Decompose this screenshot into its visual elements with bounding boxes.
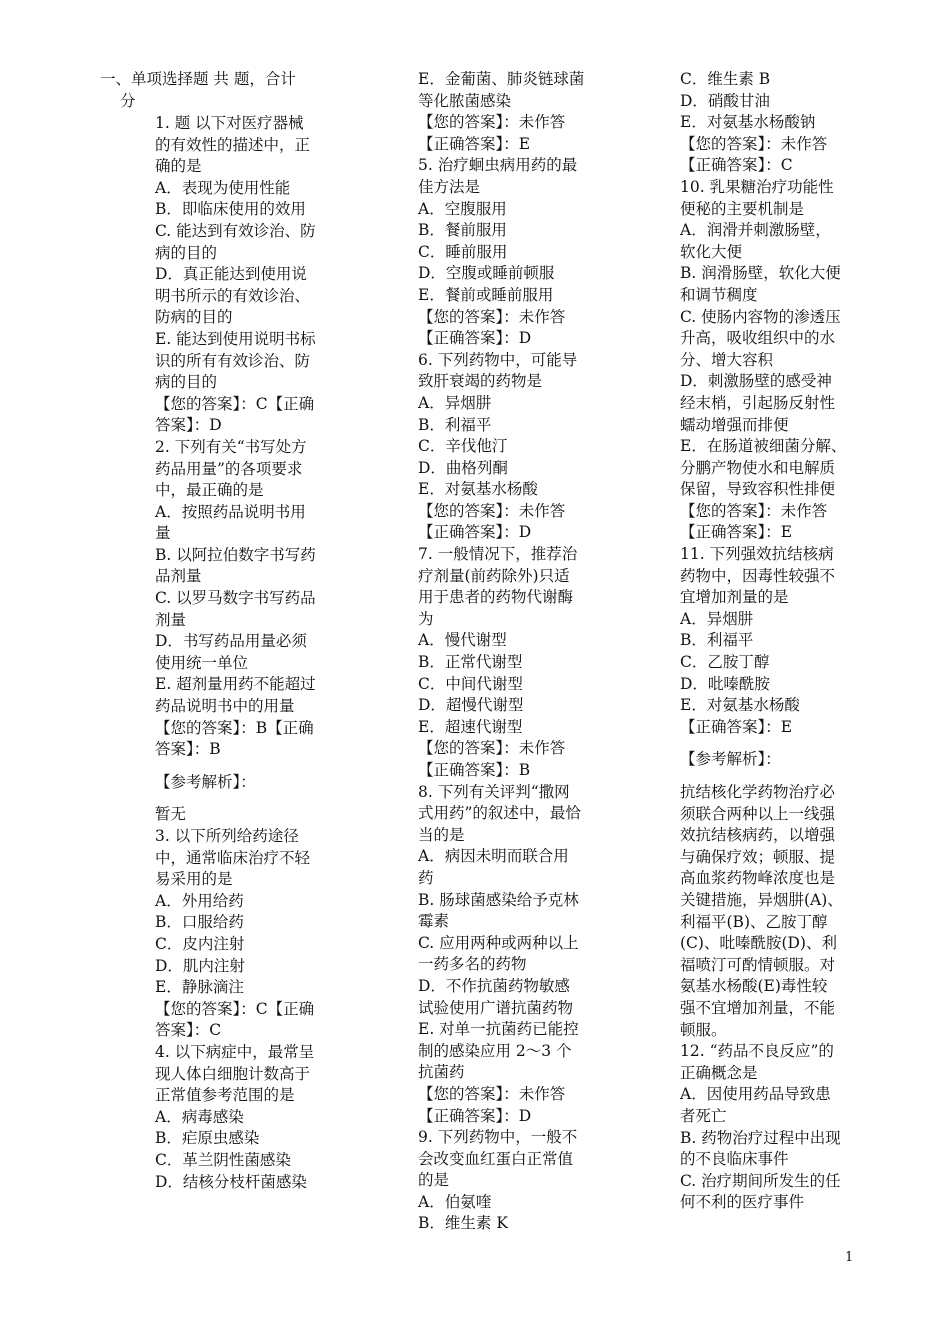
text-line: E．对氨基水杨酸 <box>418 480 538 499</box>
text-line: D．书写药品用量必须 <box>155 632 307 651</box>
text-line: 4. 以下病症中，最常呈 <box>155 1042 315 1061</box>
text-line: 6. 下列药物中，可能导 <box>418 350 578 369</box>
text-line: 量 <box>155 524 171 543</box>
text-line: 答案】：C <box>155 1021 222 1040</box>
text-line: 保留，导致容积性排便 <box>680 480 836 499</box>
text-line: E．餐前或睡前服用 <box>418 285 554 304</box>
text-line: 【正确答案】：D <box>418 329 532 348</box>
text-line: 【正确答案】：E <box>680 523 793 542</box>
text-line: 【参考解析】： <box>155 772 256 791</box>
text-line: 【正确答案】：E <box>418 134 531 153</box>
blank-gap <box>680 738 855 749</box>
text-line: 药品用量”的各项要求 <box>155 459 303 478</box>
text-line: 防病的目的 <box>155 308 233 327</box>
text-line: 抗菌药 <box>418 1063 465 1082</box>
text-line: 【正确答案】：E <box>680 717 793 736</box>
text-line: E. 对单一抗菌药已能控 <box>418 1020 579 1039</box>
text-line: 式用药”的叙述中，最恰 <box>418 804 581 823</box>
text-line: 霉素 <box>418 912 450 931</box>
text-line: 【您的答案】：未作答 <box>418 1084 566 1103</box>
text-line: A．异烟肼 <box>680 609 754 628</box>
text-line: B．正常代谢型 <box>418 653 523 672</box>
text-line: 【您的答案】：未作答 <box>418 739 566 758</box>
text-line: 【您的答案】：未作答 <box>418 307 566 326</box>
text-line: 暂无 <box>155 805 187 824</box>
text-line: E．在肠道被细菌分解、 <box>680 437 847 456</box>
text-line: 【您的答案】：未作答 <box>680 501 828 520</box>
text-line: 11. 下列强效抗结核病 <box>680 545 834 564</box>
text-line: (C)、吡嗪酰胺(D)、利 <box>680 934 837 953</box>
text-line: 中，通常临床治疗不轻 <box>155 848 311 867</box>
section-heading <box>100 69 340 112</box>
text-line: 8. 下列有关评判“撒网 <box>418 782 570 801</box>
text-line: B．即临床使用的效用 <box>155 200 306 219</box>
text-line: 病的目的 <box>155 373 218 392</box>
text-line: 药 <box>418 868 434 887</box>
blank-gap <box>680 771 855 782</box>
text-line: 者死亡 <box>680 1106 727 1125</box>
text-line: 试验使用广谱抗菌药物 <box>418 998 574 1017</box>
text-line: C．中间代谢型 <box>418 674 523 693</box>
text-line: A．外用给药 <box>155 891 244 910</box>
text-line: E．对氨基水杨酸钠 <box>680 113 816 132</box>
text-line: B. 肠球菌感染给予克林 <box>418 890 579 909</box>
text-line: B. 润滑肠壁，软化大便 <box>680 264 841 283</box>
text-line: 药物中，因毒性较强不 <box>680 566 836 585</box>
text-line: 何不利的医疗事件 <box>680 1193 805 1212</box>
text-line: 1. 题 以下对医疗器械 <box>155 114 304 132</box>
text-line: B. 药物治疗过程中出现 <box>680 1128 841 1147</box>
text-line: A．慢代谢型 <box>418 631 507 650</box>
text-line: E．超速代谢型 <box>418 717 523 736</box>
text-line: C. 能达到有效诊治、防 <box>155 221 316 240</box>
text-line: 【您的答案】：C【正确 <box>155 394 315 413</box>
text-line: B．利福平 <box>418 415 492 434</box>
text-line: 5. 治疗蛔虫病用药的最 <box>418 156 578 175</box>
text-line: 蠕动增强而排便 <box>680 415 789 434</box>
text-line: 当的是 <box>418 825 465 844</box>
text-line: 与确保疗效；顿服、提 <box>680 847 836 866</box>
text-line: 品剂量 <box>155 567 202 586</box>
text-line: C. 以罗马数字书写药品 <box>155 589 316 608</box>
text-line: E．金葡菌、肺炎链球菌 <box>418 70 585 88</box>
text-line: A．因使用药品导致患 <box>680 1085 831 1104</box>
text-line: 2. 下列有关“书写处方 <box>155 437 307 456</box>
text-line: D．空腹或睡前顿服 <box>418 264 555 283</box>
text-line: 使用统一单位 <box>155 653 249 672</box>
text-line: B．疟原虫感染 <box>155 1129 260 1148</box>
text-line: E. 能达到使用说明书标 <box>155 329 316 348</box>
text-line: 和调节稠度 <box>680 285 758 304</box>
text-line: 【您的答案】：C【正确 <box>155 999 315 1018</box>
text-line: A．表现为使用性能 <box>155 178 291 197</box>
section-heading-line: 分 <box>120 91 136 110</box>
text-line: 分鹏产物使水和电解质 <box>680 458 836 477</box>
text-line: C．皮内注射 <box>155 934 245 953</box>
text-line: C．革兰阴性菌感染 <box>155 1150 291 1169</box>
text-line: A．病因未明而联合用 <box>418 847 569 866</box>
text-line: 【您的答案】：B【正确 <box>155 718 314 737</box>
text-line: E. 超剂量用药不能超过 <box>155 675 316 694</box>
text-line: 答案】：B <box>155 740 221 759</box>
text-line: 12. “药品不良反应”的 <box>680 1042 834 1061</box>
text-line: 【正确答案】：D <box>418 523 532 542</box>
text-line: 【正确答案】：C <box>680 156 793 175</box>
text-line: 的有效性的描述中，正 <box>155 135 311 154</box>
text-line: 高血浆药物峰浓度也是 <box>680 869 836 888</box>
text-line: 明书所示的有效诊治、 <box>155 286 311 305</box>
text-column-1 <box>155 113 330 1193</box>
text-line: 致肝衰竭的药物是 <box>418 372 543 391</box>
blank-gap <box>155 761 330 772</box>
text-line: D．刺激肠壁的感受神 <box>680 372 832 391</box>
text-line: C．睡前服用 <box>418 242 508 261</box>
blank-gap <box>155 793 330 804</box>
text-line: 宜增加剂量的是 <box>680 588 789 607</box>
text-line: 确的是 <box>155 157 202 176</box>
text-line: 中，最正确的是 <box>155 481 264 500</box>
text-line: 分、增大容积 <box>680 350 774 369</box>
text-line: 【您的答案】：未作答 <box>680 134 828 153</box>
text-line: 一药多名的药物 <box>418 955 527 974</box>
text-line: 强不宜增加剂量，不能 <box>680 998 836 1017</box>
text-line: C．维生素 B <box>680 70 771 88</box>
text-line: A．空腹服用 <box>418 199 507 218</box>
text-line: D．曲格列酮 <box>418 458 508 477</box>
text-line: E．静脉滴注 <box>155 978 244 997</box>
text-line: 为 <box>418 609 434 628</box>
text-line: 现人体白细胞计数高于 <box>155 1064 311 1083</box>
section-heading-line: 一、单项选择题 共 题，合计 <box>100 70 296 88</box>
text-line: 经末梢，引起肠反射性 <box>680 393 836 412</box>
text-line: 用于患者的药物代谢酶 <box>418 588 574 607</box>
text-line: 氨基水杨酸(E)毒性较 <box>680 977 828 996</box>
text-line: A．伯氨喹 <box>418 1192 492 1211</box>
text-line: D．硝酸甘油 <box>680 91 770 110</box>
text-line: 关键措施，异烟肼(A)、 <box>680 890 843 909</box>
text-line: 便秘的主要机制是 <box>680 199 805 218</box>
text-line: C. 使肠内容物的渗透压 <box>680 307 841 326</box>
text-line: C．乙胺丁醇 <box>680 653 770 672</box>
text-line: A．按照药品说明书用 <box>155 502 306 521</box>
text-line: 效抗结核病药，以增强 <box>680 826 836 845</box>
text-line: 佳方法是 <box>418 177 481 196</box>
text-line: B．维生素 K <box>418 1214 508 1233</box>
text-line: 3. 以下所列给药途径 <box>155 827 299 845</box>
text-line: A．异烟肼 <box>418 393 492 412</box>
text-line: 【您的答案】：未作答 <box>418 113 566 132</box>
text-line: 的是 <box>418 1171 450 1190</box>
text-line: D．超慢代谢型 <box>418 696 524 715</box>
text-line: D．肌内注射 <box>155 956 245 975</box>
text-line: 【您的答案】：未作答 <box>418 501 566 520</box>
text-line: B. 以阿拉伯数字书写药 <box>155 545 316 564</box>
text-line: 疗剂量(前药除外)只适 <box>418 566 570 585</box>
text-line: C. 治疗期间所发生的任 <box>680 1171 841 1190</box>
text-line: 【正确答案】：B <box>418 761 531 779</box>
text-line: B．口服给药 <box>155 913 244 932</box>
text-column-2 <box>418 69 593 1235</box>
text-line: A．病毒感染 <box>155 1107 244 1126</box>
text-line: 识的所有有效诊治、防 <box>155 351 311 370</box>
text-line: 须联合两种以上一线强 <box>680 804 836 823</box>
text-line: 7. 一般情况下，推荐治 <box>418 545 578 564</box>
text-line: 【参考解析】： <box>680 750 781 769</box>
text-line: B．利福平 <box>680 631 754 650</box>
page-number: 1 <box>845 1250 854 1265</box>
text-line: 10. 乳果糖治疗功能性 <box>680 177 834 196</box>
text-line: 福喷汀可酌情顿服。对 <box>680 955 836 974</box>
text-line: 顿服。 <box>680 1020 727 1039</box>
text-line: C. 应用两种或两种以上 <box>418 933 579 952</box>
text-line: D．不作抗菌药物敏感 <box>418 976 570 995</box>
text-line: 药品说明书中的用量 <box>155 697 295 716</box>
text-line: E．对氨基水杨酸 <box>680 696 800 715</box>
text-line: A．润滑并刺激肠壁， <box>680 221 831 240</box>
text-line: B．餐前服用 <box>418 221 507 240</box>
text-line: D．吡嗪酰胺 <box>680 674 770 693</box>
text-line: 【正确答案】：D <box>418 1106 532 1125</box>
text-line: C．辛伐他汀 <box>418 437 508 456</box>
text-line: 答案】：D <box>155 416 222 435</box>
text-line: 软化大便 <box>680 242 743 261</box>
text-line: 等化脓菌感染 <box>418 91 512 110</box>
text-line: 会改变血红蛋白正常值 <box>418 1149 574 1168</box>
text-line: 9. 下列药物中，一般不 <box>418 1128 578 1147</box>
text-line: 剂量 <box>155 610 187 629</box>
text-line: 升高，吸收组织中的水 <box>680 329 836 348</box>
text-column-3 <box>680 69 855 1214</box>
text-line: 利福平(B)、乙胺丁醇 <box>680 912 828 931</box>
text-line: 易采用的是 <box>155 870 233 889</box>
text-line: 抗结核化学药物治疗必 <box>680 783 836 801</box>
text-line: 的不良临床事件 <box>680 1150 789 1169</box>
text-line: D．结核分枝杆菌感染 <box>155 1172 307 1191</box>
text-line: 正确概念是 <box>680 1063 758 1082</box>
text-line: 病的目的 <box>155 243 218 262</box>
text-line: 正常值参考范围的是 <box>155 1086 295 1105</box>
text-line: 制的感染应用 2～3 个 <box>418 1041 572 1060</box>
text-line: D．真正能达到使用说 <box>155 265 307 284</box>
